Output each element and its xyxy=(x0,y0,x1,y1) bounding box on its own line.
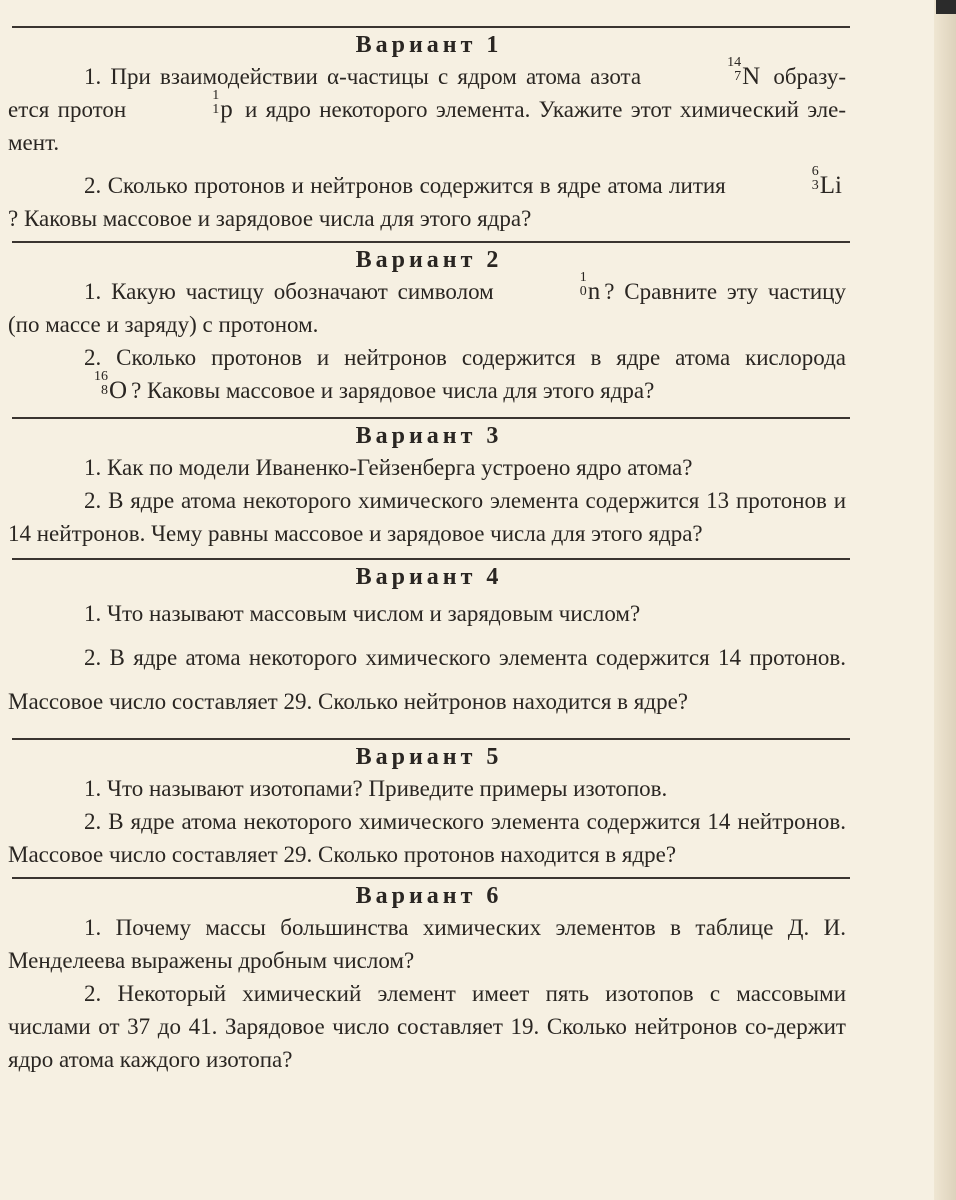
variant-6 xyxy=(8,881,850,1076)
variant-1 xyxy=(8,30,850,235)
mass-number: 14 xyxy=(727,55,742,70)
question-1 xyxy=(8,55,850,159)
question-2 xyxy=(8,341,850,407)
charge-number: 7 xyxy=(734,69,742,84)
worksheet-page xyxy=(8,0,850,1200)
question-2: 2. Некоторый химический элемент имеет пять изотопов с массовыми числами от 37 до 41. Зарядовое число составляет 19. Сколько нейтронов со-держит ядро атома каждого изотопа? xyxy=(8,981,846,1072)
element-symbol: N xyxy=(742,63,761,90)
question-text: 2. Сколько протонов и нейтронов содержится в ядре атома кислорода xyxy=(84,345,846,370)
nuclide-symbol xyxy=(651,55,761,93)
mass-number: 16 xyxy=(94,369,108,384)
question-text: ? Каковы массовое и зарядовое числа для этого ядра? xyxy=(131,378,655,403)
nuclide-symbol xyxy=(18,369,128,407)
divider xyxy=(12,417,850,419)
charge-number: 3 xyxy=(811,178,819,193)
question-1: 1. Что называют массовым числом и зарядовым числом? xyxy=(84,601,641,626)
element-symbol: n xyxy=(587,278,601,305)
charge-number: 8 xyxy=(101,383,108,398)
question-2: 2. В ядре атома некоторого химического элемента содержится 13 протонов и 14 нейтронов. Чему равны массовое и зарядовое числа для этого ядра? xyxy=(8,488,846,546)
question-2: 2. В ядре атома некоторого химического элемента содержится 14 протонов. Массовое число составляет 29. Сколько нейтронов находится в ядре? xyxy=(8,645,846,714)
variant-title: Вариант 2 xyxy=(355,247,503,273)
question-1: 1. Что называют изотопами? Приведите примеры изотопов. xyxy=(84,776,668,801)
nuclide-symbol xyxy=(136,88,233,126)
mass-number: 1 xyxy=(212,88,220,103)
question-text: образу-ется протон xyxy=(8,64,847,122)
variant-title: Вариант 4 xyxy=(355,564,503,590)
charge-number: 1 xyxy=(212,102,220,117)
variant-title: Вариант 6 xyxy=(355,883,503,909)
divider xyxy=(12,241,850,243)
mass-number: 1 xyxy=(579,270,587,285)
question-2 xyxy=(8,164,850,235)
question-text: 1. Какую частицу обозначают символом xyxy=(84,279,494,304)
nuclide-symbol xyxy=(504,270,601,308)
scan-edge xyxy=(934,0,956,1200)
divider xyxy=(12,558,850,560)
element-symbol: O xyxy=(109,377,128,404)
variant-title: Вариант 5 xyxy=(355,744,503,770)
divider xyxy=(12,877,850,879)
element-symbol: p xyxy=(220,96,233,123)
divider xyxy=(12,738,850,740)
mass-number: 6 xyxy=(811,164,819,179)
variant-5 xyxy=(8,742,850,871)
question-1: 1. Почему массы большинства химических элементов в таблице Д. И. Менделеева выражены дробным числом? xyxy=(8,915,846,973)
variant-title: Вариант 3 xyxy=(355,423,503,449)
element-symbol: Li xyxy=(819,172,842,199)
question-text: ? Сравните эту частицу (по массе и заряду) с протоном. xyxy=(8,279,846,337)
variant-3 xyxy=(8,421,850,550)
scan-corner-mark xyxy=(936,0,956,14)
variant-2 xyxy=(8,245,850,407)
question-text: и ядро некоторого элемента. Укажите этот химический эле-мент. xyxy=(8,97,847,155)
question-text: ? Каковы массовое и зарядовое числа для этого ядра? xyxy=(8,206,532,231)
question-2: 2. В ядре атома некоторого химического элемента содержится 14 нейтронов. Массовое число составляет 29. Сколько протонов находится в ядре? xyxy=(8,809,846,867)
variant-title: Вариант 1 xyxy=(355,32,503,58)
question-text: 2. Сколько протонов и нейтронов содержится в ядре атома лития xyxy=(84,173,726,198)
question-1: 1. Как по модели Иваненко-Гейзенберга устроено ядро атома? xyxy=(84,455,693,480)
question-text: 1. При взаимодействии α-частицы с ядром атома азота xyxy=(84,64,642,89)
question-1 xyxy=(8,270,850,341)
divider xyxy=(12,26,850,28)
nuclide-symbol xyxy=(736,164,842,202)
variant-4 xyxy=(8,562,850,724)
charge-number: 0 xyxy=(579,284,587,299)
